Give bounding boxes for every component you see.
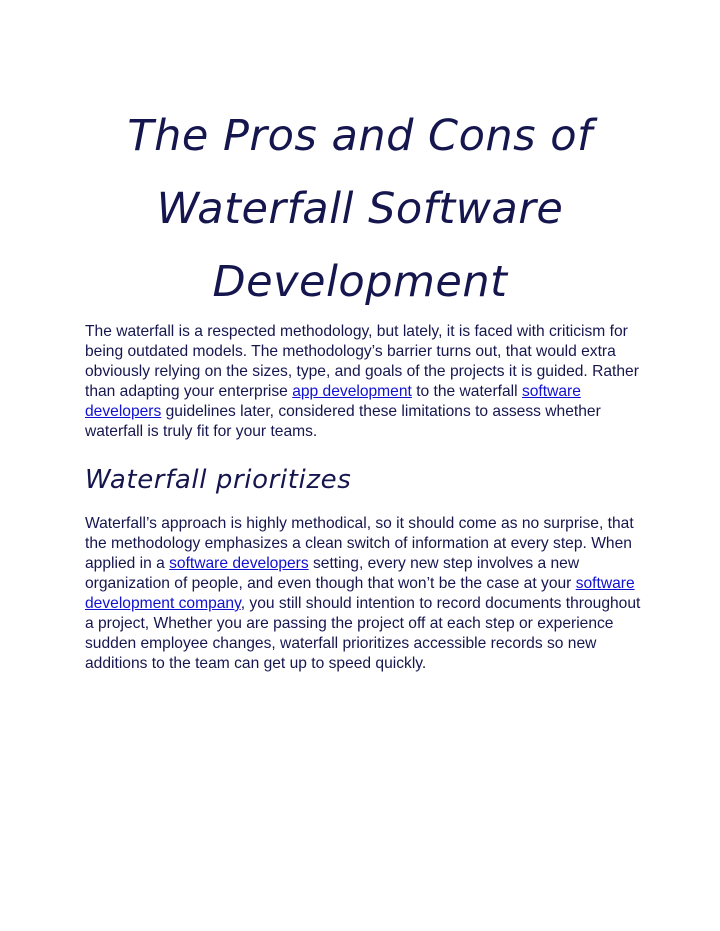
section-text-2: setting, every new step involves a new organization of people, and even though that won’t be the case at your — [85, 555, 580, 592]
app-development-link[interactable]: app development — [292, 383, 412, 400]
software-developers-link-2[interactable]: software developers — [169, 555, 309, 572]
intro-text-3: guidelines later, considered these limitations to assess whether waterfall is truly fit for your teams. — [85, 403, 601, 440]
page-title: The Pros and Cons of Waterfall Software Development — [127, 111, 593, 307]
section-text-3: , you still should intention to record documents throughout a project, Whether you are passing the project off at each step or experience sudden employee changes, waterfall prioritizes accessible records so new additions to the team can get up to speed quickly. — [85, 595, 641, 672]
intro-text-2: to the waterfall — [411, 383, 522, 400]
intro-text-1: The waterfall is a respected methodology, but lately, it is faced with criticism for being outdated models. The methodology’s barrier turns out, that would extra obviously relying on the sizes, type, and goals of the projects it is guided. Rather than adapting your enterprise — [85, 323, 639, 400]
section-text-1: Waterfall’s approach is highly methodical, so it should come as no surprise, that the methodology emphasizes a clean switch of information at every step. When applied in a — [85, 515, 634, 572]
section-paragraph — [85, 514, 645, 674]
software-developers-link[interactable]: software developers — [85, 383, 581, 420]
software-development-company-link[interactable]: software development company — [85, 575, 635, 612]
section-heading: Waterfall prioritizes — [85, 465, 352, 495]
intro-paragraph — [85, 322, 645, 442]
